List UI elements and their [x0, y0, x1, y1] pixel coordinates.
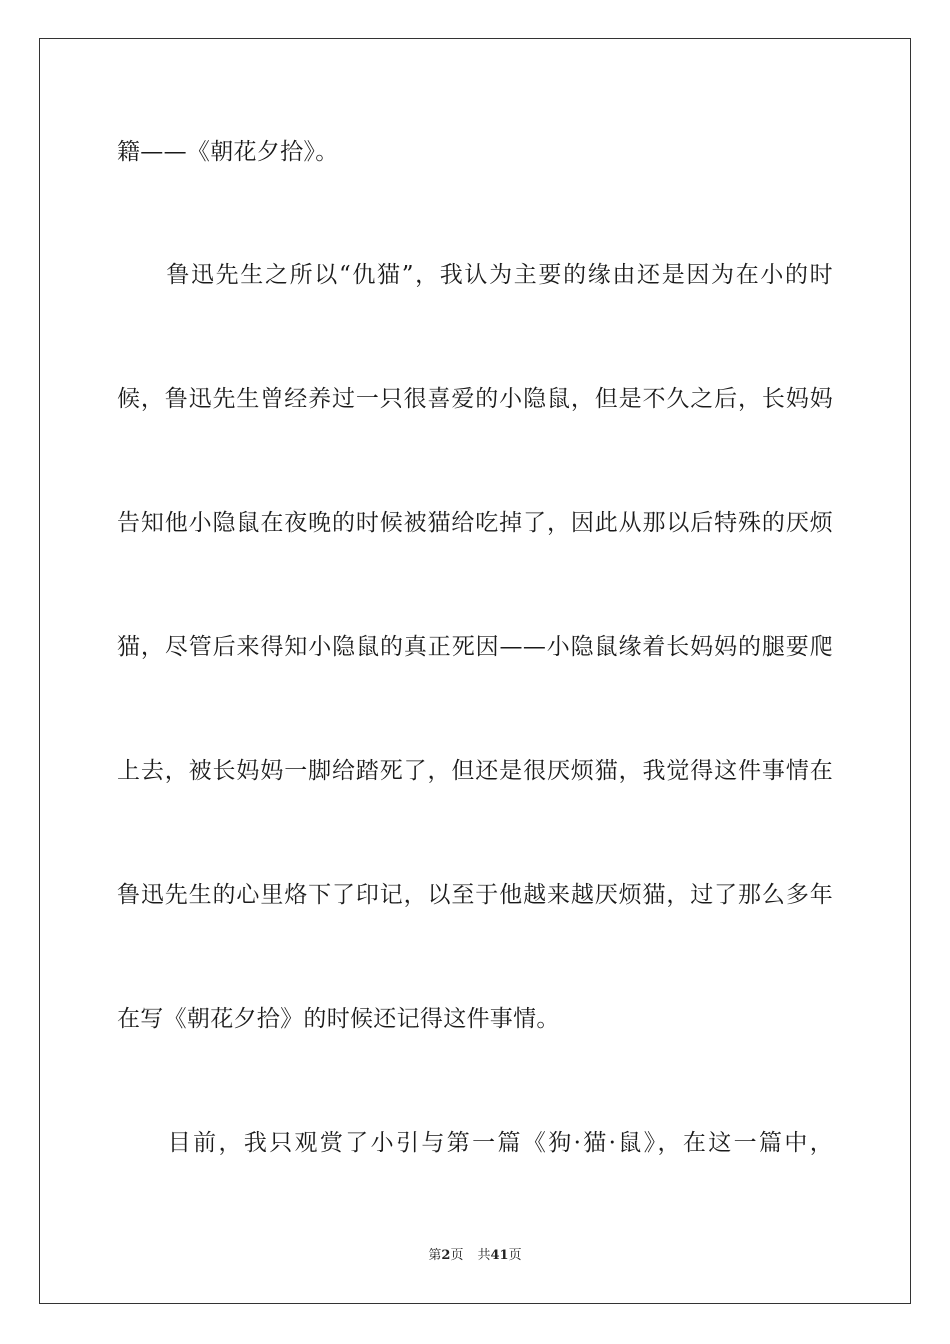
footer-total-pages: 41: [490, 1248, 509, 1263]
footer-page-prefix: 第: [428, 1248, 442, 1263]
text-line-1: 籍——《朝花夕拾》。: [117, 139, 339, 165]
text-line-6: 上去，被长妈妈一脚给踏死了，但还是很厌烦猫，我觉得这件事情在: [117, 758, 833, 784]
page-footer: [0, 1247, 950, 1265]
text-line-7: 鲁迅先生的心里烙下了印记，以至于他越来越厌烦猫，过了那么多年: [117, 882, 833, 908]
page-border: [39, 38, 911, 1304]
footer-page-number: 2: [441, 1248, 451, 1263]
text-line-9: 目前，我只观赏了小引与第一篇《狗·猫·鼠》，在这一篇中，: [117, 1130, 833, 1156]
text-line-5: 猫，尽管后来得知小隐鼠的真正死因——小隐鼠缘着长妈妈的腿要爬: [117, 634, 833, 660]
footer-page-suffix: 页: [450, 1248, 464, 1263]
text-line-3: 候，鲁迅先生曾经养过一只很喜爱的小隐鼠，但是不久之后，长妈妈: [117, 386, 833, 412]
text-line-4: 告知他小隐鼠在夜晚的时候被猫给吃掉了，因此从那以后特殊的厌烦: [117, 510, 833, 536]
text-line-2: 鲁迅先生之所以“仇猫”，我认为主要的缘由还是因为在小的时: [117, 262, 833, 288]
footer-total-prefix: 共: [477, 1248, 491, 1263]
footer-total-suffix: 页: [508, 1248, 522, 1263]
text-line-8: 在写《朝花夕拾》的时候还记得这件事情。: [117, 1006, 560, 1032]
